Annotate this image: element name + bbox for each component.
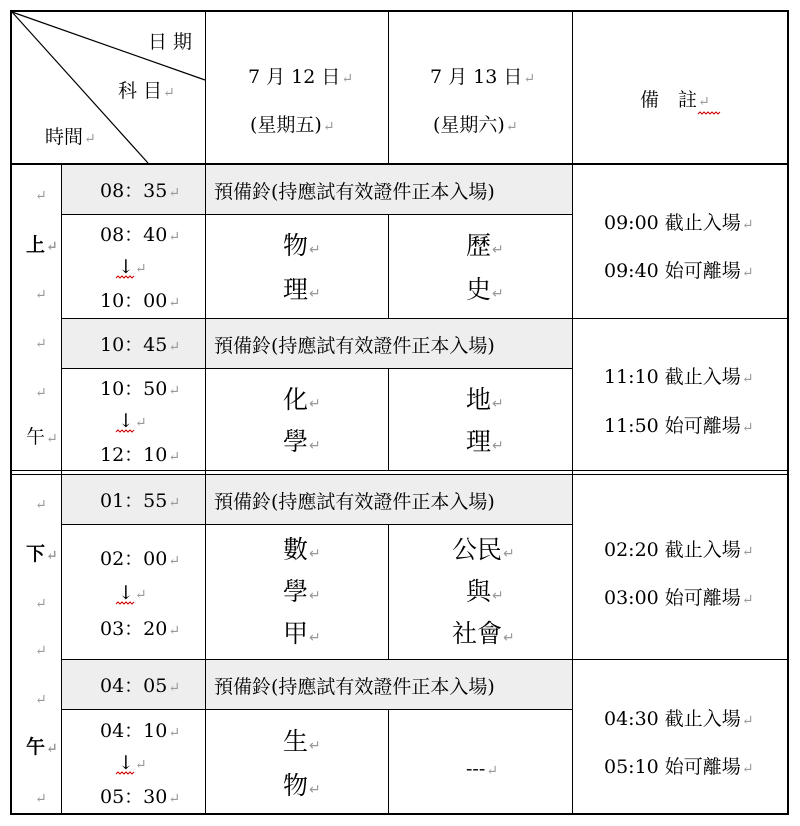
note-entry-deadline: 02:20 截止入場↵ bbox=[604, 539, 754, 561]
side-morning-1: 上↵ bbox=[26, 234, 58, 256]
day1-date: 7 月 12 日↵ bbox=[248, 66, 354, 88]
return-mark: ↵ bbox=[35, 188, 47, 204]
bell-time: 01：55↵ bbox=[100, 490, 181, 512]
start-time: 02：00↵ bbox=[100, 548, 181, 570]
side-afternoon-2: 午↵ bbox=[26, 736, 58, 758]
start-time: 04：10↵ bbox=[100, 720, 181, 742]
note-exit-time: 05:10 始可離場↵ bbox=[604, 756, 754, 778]
start-time: 08：40↵ bbox=[100, 224, 181, 246]
day1-subject: 化↵ bbox=[283, 385, 321, 414]
note-entry-deadline: 11:10 截止入場↵ bbox=[604, 366, 754, 388]
side-morning-2: 午↵ bbox=[26, 426, 58, 448]
day1-subject: 學↵ bbox=[283, 427, 321, 456]
return-mark: ↵ bbox=[35, 497, 47, 513]
day1-subject: 生↵ bbox=[283, 727, 321, 756]
header-time-label: 時間↵ bbox=[45, 126, 96, 148]
day1-subject: 物↵ bbox=[283, 231, 321, 260]
end-time: 10：00↵ bbox=[100, 290, 181, 312]
return-mark: ↵ bbox=[35, 287, 47, 303]
day1-subject: 甲↵ bbox=[283, 619, 321, 648]
header-subject-label: 科 目↵ bbox=[118, 80, 175, 102]
note-entry-deadline: 04:30 截止入場↵ bbox=[604, 708, 754, 730]
end-time: 05：30↵ bbox=[100, 786, 181, 808]
day2-subject: 地↵ bbox=[466, 385, 504, 414]
end-time: 12：10↵ bbox=[100, 444, 181, 466]
side-afternoon-1: 下↵ bbox=[26, 543, 58, 565]
bell-time: 10：45↵ bbox=[100, 334, 181, 356]
note-exit-time: 11:50 始可離場↵ bbox=[604, 415, 754, 437]
return-mark: ↵ bbox=[35, 596, 47, 612]
day1-subject: 物↵ bbox=[283, 771, 321, 800]
bell-text: 預備鈴(持應試有效證件正本入場) bbox=[214, 335, 495, 357]
day2-subject: 社會↵ bbox=[452, 619, 515, 648]
start-time: 10：50↵ bbox=[100, 378, 181, 400]
day2-subject: 歷↵ bbox=[466, 231, 504, 260]
day1-subject: 數↵ bbox=[283, 535, 321, 564]
day1-subject: 學↵ bbox=[283, 577, 321, 606]
note-exit-time: 03:00 始可離場↵ bbox=[604, 587, 754, 609]
note-exit-time: 09:40 始可離場↵ bbox=[604, 260, 754, 282]
arrow-down-icon: ↓↵ bbox=[118, 582, 147, 604]
header-date-label: 日 期 bbox=[148, 31, 193, 53]
return-mark: ↵ bbox=[35, 385, 47, 401]
day2-subject: 史↵ bbox=[466, 275, 504, 304]
return-mark: ↵ bbox=[35, 336, 47, 352]
notes-header: 備 註↵ bbox=[640, 89, 710, 111]
bell-time: 08：35↵ bbox=[100, 180, 181, 202]
bell-text: 預備鈴(持應試有效證件正本入場) bbox=[214, 181, 495, 203]
return-mark: ↵ bbox=[35, 791, 47, 807]
bell-text: 預備鈴(持應試有效證件正本入場) bbox=[214, 491, 495, 513]
arrow-down-icon: ↓↵ bbox=[118, 410, 147, 432]
end-time: 03：20↵ bbox=[100, 618, 181, 640]
return-mark: ↵ bbox=[35, 692, 47, 708]
day1-subject: 理↵ bbox=[283, 275, 321, 304]
day2-weekday: (星期六)↵ bbox=[433, 114, 518, 136]
note-entry-deadline: 09:00 截止入場↵ bbox=[604, 212, 754, 234]
day2-date: 7 月 13 日↵ bbox=[430, 66, 536, 88]
arrow-down-icon: ↓↵ bbox=[118, 752, 147, 774]
day2-subject: 與↵ bbox=[466, 577, 504, 606]
bell-text: 預備鈴(持應試有效證件正本入場) bbox=[214, 676, 495, 698]
day2-subject: ---↵ bbox=[466, 758, 498, 780]
day1-weekday: (星期五)↵ bbox=[250, 114, 335, 136]
day2-subject: 理↵ bbox=[466, 427, 504, 456]
return-mark: ↵ bbox=[35, 643, 47, 659]
arrow-down-icon: ↓↵ bbox=[118, 256, 147, 278]
day2-subject: 公民↵ bbox=[452, 535, 515, 564]
bell-time: 04：05↵ bbox=[100, 675, 181, 697]
